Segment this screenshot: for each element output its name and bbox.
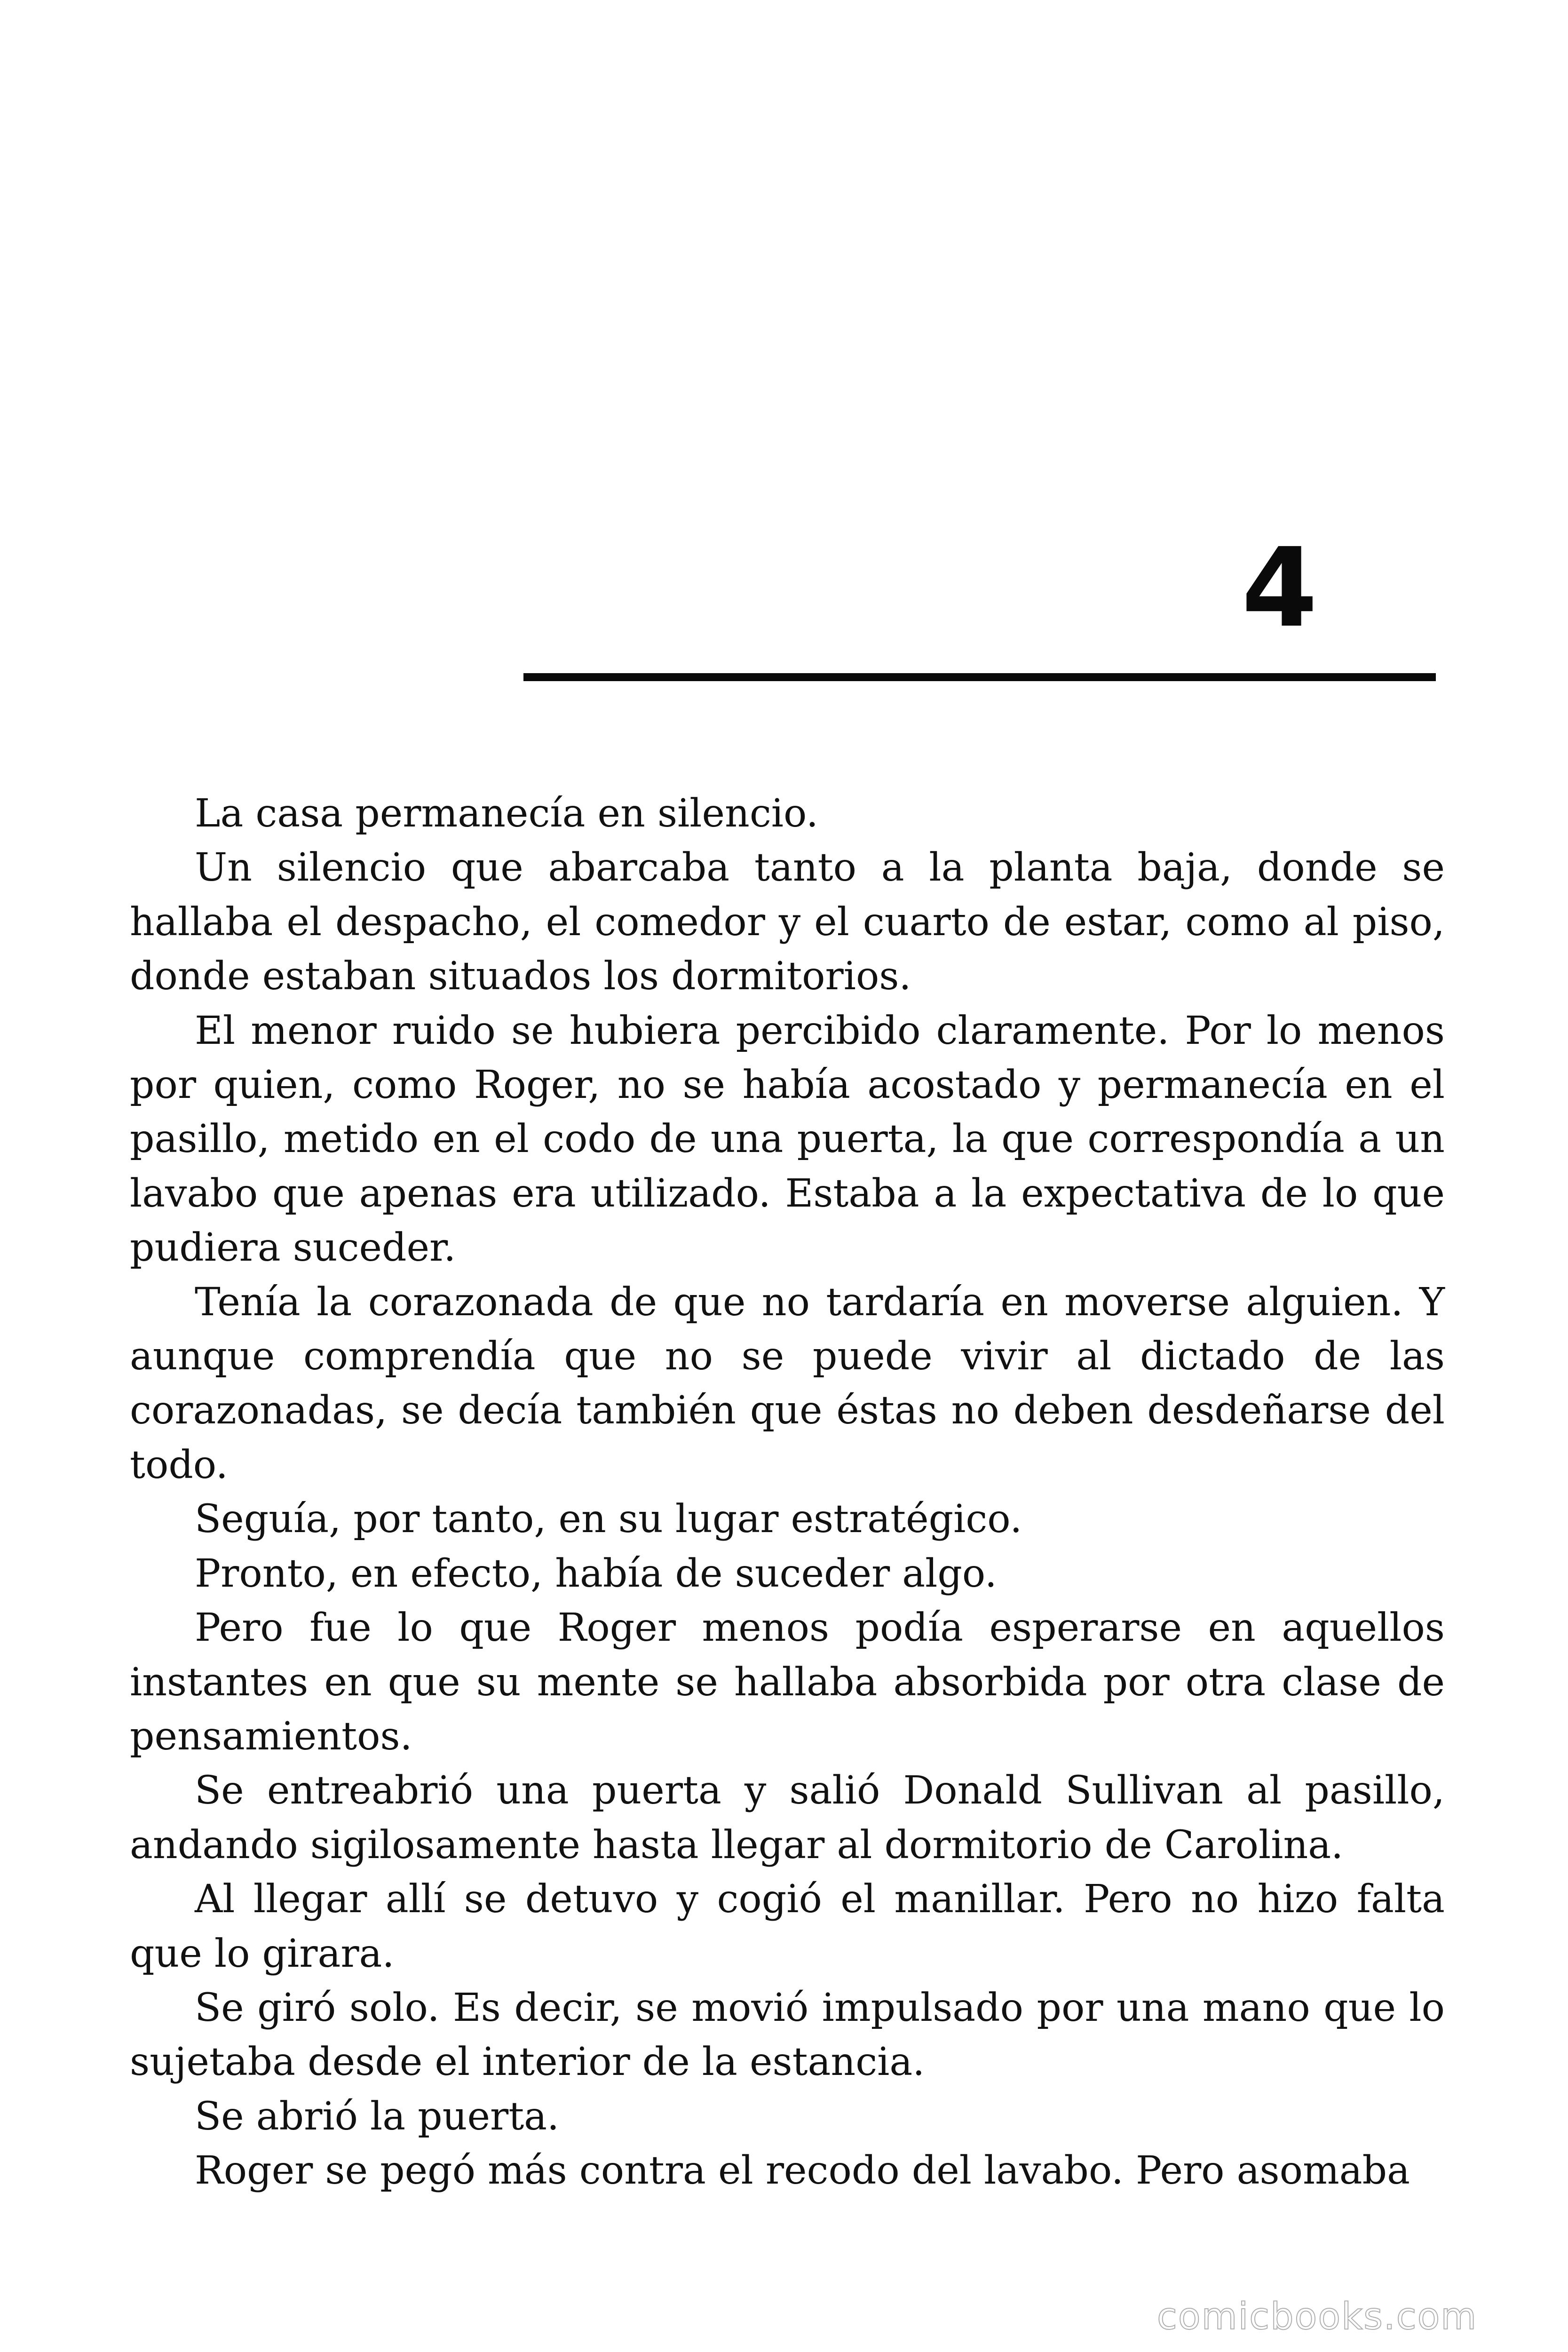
paragraph: Tenía la corazonada de que no tardaría en moverse alguien. Y aunque comprendía que no se puede vivir al dictado de las corazonadas, se decía también que éstas no deben desdeñarse del todo. — [130, 1279, 1445, 1487]
paragraph: Seguía, por tanto, en su lugar estratégico. — [195, 1497, 1022, 1542]
paragraph: Al llegar allí se detuvo y cogió el manillar. Pero no hizo falta que lo girara. — [130, 1877, 1445, 1976]
chapter-number: 4 — [1242, 524, 1318, 652]
paragraph: Pronto, en efecto, había de suceder algo. — [195, 1551, 997, 1596]
paragraph: Pero fue lo que Roger menos podía esperarse en aquellos instantes en que su mente se hallaba absorbida por otra clase de pensamientos. — [130, 1605, 1445, 1759]
paragraph: Se entreabrió una puerta y salió Donald Sullivan al pasillo, andando sigilosamente hasta llegar al dormitorio de Carolina. — [130, 1768, 1445, 1867]
paragraph: Se abrió la puerta. — [195, 2094, 560, 2139]
watermark: comicbooks.com — [1157, 2296, 1478, 2338]
paragraph: Se giró solo. Es decir, se movió impulsado por una mano que lo sujetaba desde el interior de la estancia. — [130, 1985, 1445, 2085]
paragraph: Un silencio que abarcaba tanto a la planta baja, donde se hallaba el despacho, el comedor y el cuarto de estar, como al piso, donde estaban situados los dormitorios. — [130, 845, 1445, 999]
body-text — [130, 787, 1445, 2198]
chapter-divider — [523, 673, 1436, 681]
paragraph: Roger se pegó más contra el recodo del lavabo. Pero asomaba — [195, 2148, 1410, 2193]
paragraph: La casa permanecía en silencio. — [195, 791, 818, 836]
paragraph: El menor ruido se hubiera percibido claramente. Por lo menos por quien, como Roger, no se había acostado y permanecía en el pasillo, metido en el codo de una puerta, la que correspondía a un lavabo que apenas era utilizado. Estaba a la expectativa de lo que pudiera suceder. — [130, 1008, 1445, 1271]
